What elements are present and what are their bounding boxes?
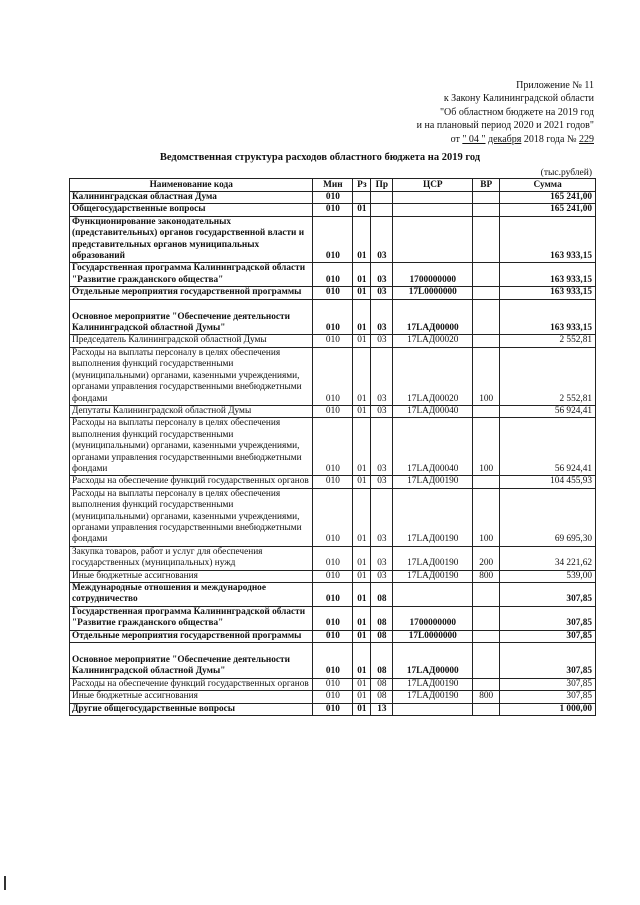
cell-csr xyxy=(393,192,473,204)
cell-rz: 01 xyxy=(353,691,371,703)
cell-name: Расходы на обеспечение функций государственных органов xyxy=(70,476,313,488)
header-name: Наименование кода xyxy=(70,179,313,192)
appendix-date-prefix: от xyxy=(450,133,460,145)
table-row xyxy=(70,216,596,263)
cell-csr xyxy=(393,703,473,715)
cell-vr xyxy=(473,299,500,335)
cell-name: Государственная программа Калининградской области "Развитие гражданского общества" xyxy=(70,263,313,287)
cell-csr xyxy=(393,204,473,216)
cell-pr: 03 xyxy=(371,299,393,335)
cell-sum: 539,00 xyxy=(500,570,596,582)
cell-rz: 01 xyxy=(353,263,371,287)
cell-vr: 800 xyxy=(473,691,500,703)
cell-min: 010 xyxy=(313,263,353,287)
cell-sum: 163 933,15 xyxy=(500,287,596,299)
cell-pr: 08 xyxy=(371,678,393,690)
cell-name: Депутаты Калининградской областной Думы xyxy=(70,405,313,417)
cell-pr: 03 xyxy=(371,216,393,263)
cell-sum: 307,85 xyxy=(500,583,596,607)
cell-name: Основное мероприятие "Обеспечение деятельности Калининградской областной Думы" xyxy=(70,643,313,679)
cell-min: 010 xyxy=(313,192,353,204)
appendix-month: декабря xyxy=(488,133,522,145)
table-row xyxy=(70,192,596,204)
cell-name: Другие общегосударственные вопросы xyxy=(70,703,313,715)
cell-vr xyxy=(473,630,500,642)
cell-rz: 01 xyxy=(353,488,371,546)
cell-pr: 08 xyxy=(371,643,393,679)
cell-min: 010 xyxy=(313,476,353,488)
appendix-year: 2018 года № xyxy=(523,133,577,145)
table-row xyxy=(70,691,596,703)
cell-sum: 163 933,15 xyxy=(500,263,596,287)
cell-rz xyxy=(353,192,371,204)
cell-min: 010 xyxy=(313,630,353,642)
cell-csr xyxy=(393,583,473,607)
cell-sum: 163 933,15 xyxy=(500,299,596,335)
cell-rz: 01 xyxy=(353,216,371,263)
table-row xyxy=(70,405,596,417)
table-body xyxy=(70,192,596,716)
cell-name: Международные отношения и международное сотрудничество xyxy=(70,583,313,607)
cell-min: 010 xyxy=(313,299,353,335)
table-row xyxy=(70,678,596,690)
cell-rz: 01 xyxy=(353,335,371,347)
cell-sum: 307,85 xyxy=(500,691,596,703)
cell-pr: 03 xyxy=(371,335,393,347)
cell-pr: 13 xyxy=(371,703,393,715)
cell-name: Расходы на выплаты персоналу в целях обеспечения выполнения функций государственными (муниципальными) органами, казенными учреждениями, органами управления государственными внебюджетными фондами xyxy=(70,347,313,405)
cell-vr xyxy=(473,335,500,347)
cell-name: Функционирование законодательных (представительных) органов государственной власти и представительных органов муниципальных образований xyxy=(70,216,313,263)
table-row xyxy=(70,287,596,299)
header-sum: Сумма xyxy=(500,179,596,192)
document-title: Ведомственная структура расходов областного бюджета на 2019 год xyxy=(159,152,481,163)
table-row xyxy=(70,546,596,570)
cell-sum: 56 924,41 xyxy=(500,418,596,476)
table-row xyxy=(70,335,596,347)
table-row xyxy=(70,643,596,679)
cell-name: Отдельные мероприятия государственной программы xyxy=(70,630,313,642)
cell-name: Отдельные мероприятия государственной программы xyxy=(70,287,313,299)
scan-edge-mark xyxy=(4,876,6,890)
table-row xyxy=(70,299,596,335)
cell-sum: 104 455,93 xyxy=(500,476,596,488)
cell-min: 010 xyxy=(313,287,353,299)
appendix-line-4: и на плановый период 2020 и 2021 годов" xyxy=(416,120,594,132)
cell-pr: 08 xyxy=(371,583,393,607)
cell-name: Общегосударственные вопросы xyxy=(70,204,313,216)
cell-min: 010 xyxy=(313,643,353,679)
cell-csr: 17LAД00040 xyxy=(393,418,473,476)
cell-vr xyxy=(473,583,500,607)
cell-sum: 165 241,00 xyxy=(500,204,596,216)
cell-rz: 01 xyxy=(353,570,371,582)
cell-pr: 08 xyxy=(371,691,393,703)
cell-csr xyxy=(393,216,473,263)
table-row xyxy=(70,347,596,405)
cell-rz: 01 xyxy=(353,347,371,405)
table-row xyxy=(70,204,596,216)
table-row xyxy=(70,570,596,582)
cell-csr: 1700000000 xyxy=(393,606,473,630)
header-vr: ВР xyxy=(473,179,500,192)
cell-pr: 08 xyxy=(371,630,393,642)
cell-pr: 03 xyxy=(371,418,393,476)
cell-rz: 01 xyxy=(353,678,371,690)
cell-min: 010 xyxy=(313,216,353,263)
cell-csr: 17LAД00000 xyxy=(393,643,473,679)
cell-rz: 01 xyxy=(353,204,371,216)
cell-rz: 01 xyxy=(353,703,371,715)
cell-rz: 01 xyxy=(353,287,371,299)
cell-vr: 100 xyxy=(473,347,500,405)
appendix-number: 229 xyxy=(579,133,594,145)
cell-vr xyxy=(473,287,500,299)
table-row xyxy=(70,583,596,607)
cell-csr: 17LAД00040 xyxy=(393,405,473,417)
cell-vr xyxy=(473,643,500,679)
cell-sum: 307,85 xyxy=(500,678,596,690)
cell-min: 010 xyxy=(313,570,353,582)
cell-pr: 03 xyxy=(371,287,393,299)
header-csr: ЦСР xyxy=(393,179,473,192)
cell-sum: 1 000,00 xyxy=(500,703,596,715)
cell-vr xyxy=(473,476,500,488)
cell-min: 010 xyxy=(313,405,353,417)
cell-sum: 307,85 xyxy=(500,606,596,630)
cell-sum: 307,85 xyxy=(500,630,596,642)
cell-rz: 01 xyxy=(353,546,371,570)
cell-min: 010 xyxy=(313,583,353,607)
cell-pr: 03 xyxy=(371,405,393,417)
cell-vr xyxy=(473,405,500,417)
cell-csr: 17L0000000 xyxy=(393,630,473,642)
cell-name: Основное мероприятие "Обеспечение деятельности Калининградской областной Думы" xyxy=(70,299,313,335)
cell-min: 010 xyxy=(313,546,353,570)
cell-name: Государственная программа Калининградской области "Развитие гражданского общества" xyxy=(70,606,313,630)
header-pr: Пр xyxy=(371,179,393,192)
cell-sum: 2 552,81 xyxy=(500,335,596,347)
cell-min: 010 xyxy=(313,678,353,690)
cell-pr: 03 xyxy=(371,263,393,287)
cell-name: Председатель Калининградской областной Думы xyxy=(70,335,313,347)
table-row xyxy=(70,263,596,287)
cell-min: 010 xyxy=(313,606,353,630)
cell-vr: 200 xyxy=(473,546,500,570)
cell-vr xyxy=(473,606,500,630)
table-row xyxy=(70,703,596,715)
cell-sum: 165 241,00 xyxy=(500,192,596,204)
cell-sum: 307,85 xyxy=(500,643,596,679)
table-row xyxy=(70,630,596,642)
cell-pr: 08 xyxy=(371,606,393,630)
header-min: Мин xyxy=(313,179,353,192)
cell-min: 010 xyxy=(313,691,353,703)
cell-sum: 163 933,15 xyxy=(500,216,596,263)
cell-min: 010 xyxy=(313,335,353,347)
cell-csr: 17LAД00000 xyxy=(393,299,473,335)
cell-rz: 01 xyxy=(353,606,371,630)
cell-sum: 69 695,30 xyxy=(500,488,596,546)
cell-rz: 01 xyxy=(353,418,371,476)
cell-pr xyxy=(371,192,393,204)
cell-csr: 17LAД00190 xyxy=(393,691,473,703)
appendix-line-3: "Об областном бюджете на 2019 год xyxy=(439,106,594,118)
cell-sum: 2 552,81 xyxy=(500,347,596,405)
cell-name: Закупка товаров, работ и услуг для обеспечения государственных (муниципальных) нужд xyxy=(70,546,313,570)
table-header-row xyxy=(70,179,596,192)
cell-name: Расходы на выплаты персоналу в целях обеспечения выполнения функций государственными (муниципальными) органами, казенными учреждениями, органами управления государственными внебюджетными фондами xyxy=(70,488,313,546)
appendix-day: " 04 " xyxy=(462,133,486,145)
cell-csr: 17LAД00190 xyxy=(393,570,473,582)
cell-csr: 1700000000 xyxy=(393,263,473,287)
cell-name: Иные бюджетные ассигнования xyxy=(70,691,313,703)
cell-csr: 17LAД00190 xyxy=(393,546,473,570)
cell-rz: 01 xyxy=(353,299,371,335)
cell-csr: 17LAД00020 xyxy=(393,347,473,405)
cell-min: 010 xyxy=(313,418,353,476)
cell-csr: 17LAД00190 xyxy=(393,476,473,488)
appendix-date-line xyxy=(264,133,594,146)
appendix-header xyxy=(264,79,594,146)
cell-vr: 800 xyxy=(473,570,500,582)
cell-sum: 56 924,41 xyxy=(500,405,596,417)
table-row xyxy=(70,418,596,476)
cell-csr: 17LAД00020 xyxy=(393,335,473,347)
header-rz: Рз xyxy=(353,179,371,192)
cell-name: Калининградская областная Дума xyxy=(70,192,313,204)
cell-vr xyxy=(473,678,500,690)
cell-pr: 03 xyxy=(371,347,393,405)
cell-vr xyxy=(473,703,500,715)
cell-rz: 01 xyxy=(353,476,371,488)
cell-name: Расходы на выплаты персоналу в целях обеспечения выполнения функций государственными (муниципальными) органами, казенными учреждениями, органами управления государственными внебюджетными фондами xyxy=(70,418,313,476)
cell-rz: 01 xyxy=(353,405,371,417)
appendix-line-1: Приложение № 11 xyxy=(516,80,594,91)
cell-rz: 01 xyxy=(353,643,371,679)
cell-rz: 01 xyxy=(353,583,371,607)
cell-vr: 100 xyxy=(473,488,500,546)
cell-rz: 01 xyxy=(353,630,371,642)
table-row xyxy=(70,476,596,488)
cell-min: 010 xyxy=(313,703,353,715)
cell-min: 010 xyxy=(313,204,353,216)
cell-min: 010 xyxy=(313,488,353,546)
cell-vr xyxy=(473,192,500,204)
cell-vr xyxy=(473,263,500,287)
cell-pr xyxy=(371,204,393,216)
cell-min: 010 xyxy=(313,347,353,405)
table-row xyxy=(70,606,596,630)
cell-sum: 34 221,62 xyxy=(500,546,596,570)
cell-pr: 03 xyxy=(371,476,393,488)
units-label: (тыс.рублей) xyxy=(540,168,592,178)
cell-vr xyxy=(473,204,500,216)
cell-pr: 03 xyxy=(371,546,393,570)
cell-csr: 17LAД00190 xyxy=(393,488,473,546)
cell-csr: 17L0000000 xyxy=(393,287,473,299)
cell-pr: 03 xyxy=(371,570,393,582)
cell-name: Расходы на обеспечение функций государственных органов xyxy=(70,678,313,690)
cell-name: Иные бюджетные ассигнования xyxy=(70,570,313,582)
budget-table xyxy=(69,178,596,716)
appendix-line-2: к Закону Калининградской области xyxy=(443,93,594,105)
cell-pr: 03 xyxy=(371,488,393,546)
cell-csr: 17LAД00190 xyxy=(393,678,473,690)
cell-vr: 100 xyxy=(473,418,500,476)
cell-vr xyxy=(473,216,500,263)
table-row xyxy=(70,488,596,546)
